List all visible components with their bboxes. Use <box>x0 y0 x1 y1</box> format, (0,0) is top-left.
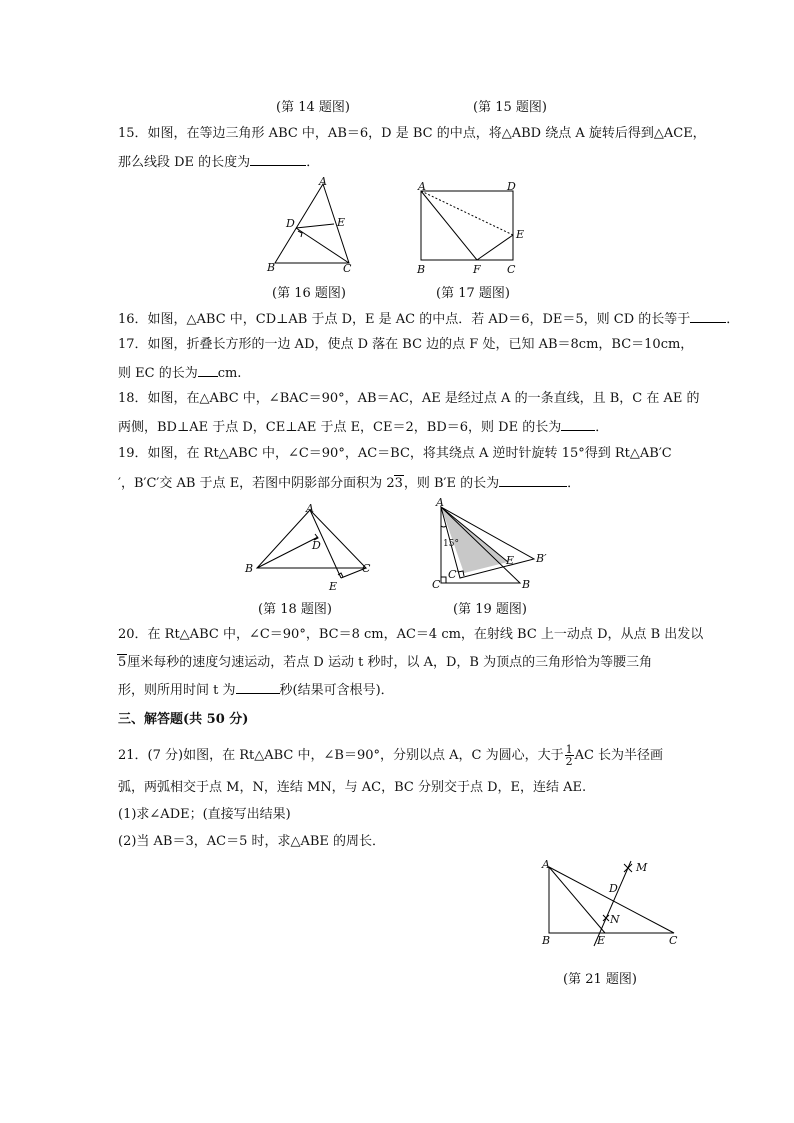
q15-answer-blank[interactable] <box>250 153 306 166</box>
caption-fig19: (第 19 题图) <box>453 602 527 617</box>
fig21-label-D: D <box>609 882 618 895</box>
figure-18 <box>240 500 375 595</box>
q20-answer-blank[interactable] <box>236 681 280 694</box>
q15-line2: 那么线段 DE 的长度为 ． <box>118 155 320 170</box>
q20-line1: 20．在 Rt△ABC 中，∠C＝90°，BC＝8 cm，AC＝4 cm，在射线 BC 上一动点 D，从点 B 出发以 <box>118 627 704 642</box>
fig16-label-A: A <box>319 176 327 188</box>
fig19-label-A: A <box>436 498 444 509</box>
fig21-label-N: N <box>610 913 620 926</box>
fig21-label-E: E <box>597 934 606 947</box>
fig21-label-C: C <box>669 934 678 947</box>
fig21-label-B: B <box>542 934 551 947</box>
fig19-label-Bp: B′ <box>536 552 547 565</box>
fig17-label-C: C <box>507 263 516 276</box>
caption-fig16: (第 16 题图) <box>272 286 346 301</box>
fig16-label-D: D <box>286 217 295 230</box>
q18-answer-blank[interactable] <box>561 418 595 431</box>
fig17-label-B: B <box>417 263 426 276</box>
fig18-label-E: E <box>329 580 338 593</box>
fig19-label-E: E <box>506 554 515 567</box>
q18-line1: 18．如图，在△ABC 中，∠BAC＝90°，AB＝AC，AE 是经过点 A 的一条直线，且 B，C 在 AE 的 <box>118 391 700 406</box>
fig18-label-C: C <box>362 562 371 575</box>
q21-part2: (2)当 AB＝3，AC＝5 时，求△ABE 的周长． <box>118 834 386 849</box>
fig17-label-F: F <box>473 263 481 276</box>
q19-line2: ′，B′C′交 AB 于点 E，若图中阴影部分面积为 23，则 B′E 的长为 ． <box>118 476 581 491</box>
q17-line2: 则 EC 的长为 cm. <box>118 366 242 381</box>
caption-fig17: (第 17 题图) <box>436 286 510 301</box>
q21-line1: 21．(7 分)如图，在 Rt△ABC 中，∠B＝90°，分别以点 A，C 为圆心，大于 $\frac{1}{2}$ AC 长为半径画 <box>118 743 664 768</box>
q19-line1: 19．如图，在 Rt△ABC 中，∠C＝90°，AC＝BC，将其绕点 A 逆时针旋转 15°得到 Rt△AB′C <box>118 446 672 461</box>
q20-line3: 形，则所用时间 t 为 秒(结果可含根号)． <box>118 683 394 698</box>
fig18-label-B: B <box>245 562 254 575</box>
q17-line1: 17．如图，折叠长方形的一边 AD，使点 D 落在 BC 边的点 F 处，已知 AB＝8cm，BC＝10cm， <box>118 337 694 352</box>
q19-sqrt: 3 <box>394 476 403 491</box>
q16-answer-blank[interactable] <box>690 310 726 323</box>
fig16-label-C: C <box>343 262 352 274</box>
fig19-label-C: C <box>432 578 441 591</box>
figure-19 <box>430 498 565 594</box>
q20-sqrt: 5 <box>118 655 127 670</box>
fig19-angle-15: 15° <box>443 539 459 549</box>
q18-line2: 两侧，BD⊥AE 于点 D，CE⊥AE 于点 E，CE＝2，BD＝6，则 DE 的长为 ． <box>118 420 609 435</box>
fig18-label-D: D <box>312 539 321 552</box>
caption-fig14: (第 14 题图) <box>276 100 350 115</box>
fig21-label-M: M <box>636 861 648 874</box>
figure-21 <box>538 856 688 948</box>
caption-fig15: (第 15 题图) <box>473 100 547 115</box>
caption-fig21: (第 21 题图) <box>563 972 637 987</box>
section-heading: 三、解答题(共 50 分) <box>118 712 249 727</box>
q20-line2: 5厘米每秒的速度匀速运动，若点 D 运动 t 秒时，以 A，D，B 为顶点的三角形恰为等腰三角 <box>118 655 653 670</box>
fig16-label-B: B <box>267 261 276 274</box>
q15-text: 那么线段 DE 的长度为 <box>118 155 251 170</box>
fig21-label-A: A <box>542 858 550 871</box>
fig18-label-A: A <box>306 502 314 515</box>
q17-answer-blank[interactable] <box>198 364 218 377</box>
fig19-label-Cp: C′ <box>448 568 459 581</box>
q16-line: 16．如图，△ABC 中，CD⊥AB 于点 D，E 是 AC 的中点．若 AD＝6，DE＝5，则 CD 的长等于 ． <box>118 312 740 327</box>
fig17-label-D: D <box>507 180 516 193</box>
q21-line2: 弧，两弧相交于点 M，N，连结 MN，与 AC，BC 分别交于点 D，E，连结 AE. <box>118 780 587 795</box>
q21-part1: (1)求∠ADE；(直接写出结果) <box>118 807 291 822</box>
fig17-label-A: A <box>418 180 426 193</box>
figure-16 <box>262 176 362 274</box>
fig16-label-E: E <box>337 216 346 229</box>
q19-answer-blank[interactable] <box>499 474 567 487</box>
figure-17 <box>414 180 534 276</box>
q15-line1: 15．如图，在等边三角形 ABC 中，AB＝6，D 是 BC 的中点，将△ABD 绕点 A 旋转后得到△ACE， <box>118 126 706 141</box>
fig19-label-B: B <box>522 578 531 591</box>
caption-fig18: (第 18 题图) <box>258 602 332 617</box>
q21-fraction: $\frac{1}{2}$ <box>565 743 573 768</box>
fig17-label-E: E <box>516 228 525 241</box>
